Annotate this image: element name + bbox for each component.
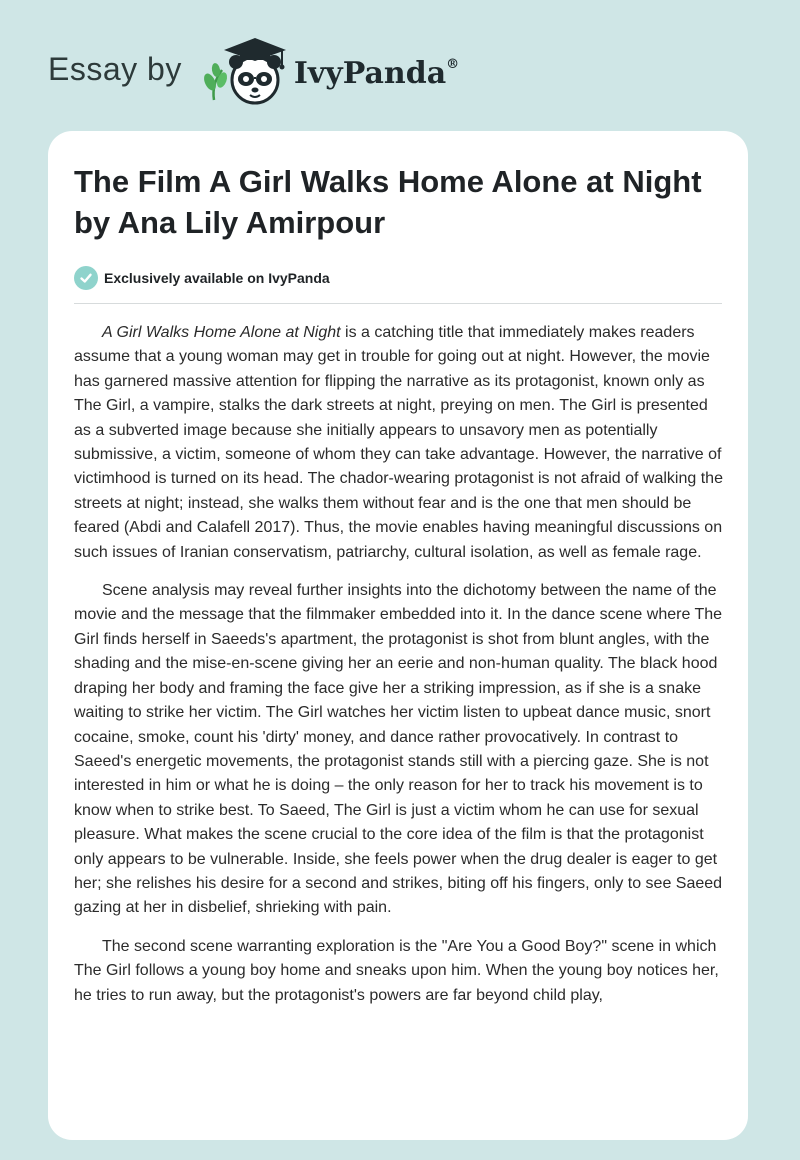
film-title-italic: A Girl Walks Home Alone at Night bbox=[102, 324, 341, 341]
paragraph: A Girl Walks Home Alone at Night is a catching title that immediately makes readers assume that a young woman may get in trouble for going out at night. However, the movie has garnered massive attention for flipping the narrative as its protagonist, known only as The Girl, a vampire, stalks the dark streets at night, preying on men. The Girl is presented as a subverted image because she initially appears to unsavory men as potentially submissive, a victim, someone of whom they can take advantage. However, the narrative of victimhood is turned on its head. The chador-wearing protagonist is not afraid of walking the streets at night; instead, she walks them without fear and is the one that men should be feared (Abdi and Calafell 2017). Thus, the movie enables having meaningful discussions on such issues of Iranian conservatism, patriarchy, cultural isolation, as well as female rage. bbox=[74, 324, 723, 561]
paragraph: Scene analysis may reveal further insights into the dichotomy between the name of the movie and the message that the filmmaker embedded into it. In the dance scene where The Girl finds herself in Saeeds's apartment, the protagonist is shot from blunt angles, with the shading and the mise-en-scene giving her an eerie and non-human quality. The black hood draping her body and framing the face give her a striking impression, as if she is a snake waiting to strike her victim. The Girl watches her victim listen to upbeat dance music, snort cocaine, smoke, count his 'dirty' money, and dance rather provocatively. In contrast to Saeed's energetic movements, the protagonist stands still with a piercing gaze. She is not interested in him or what he is doing – the only reason for her to track his movement is to know when to strike best. To Saeed, The Girl is just a victim whom he can use for sexual pleasure. What makes the scene crucial to the core idea of the film is that the protagonist only appears to be vulnerable. Inside, she feels power when the drug dealer is eager to get her; she relishes his desire for a second and strikes, biting off his fingers, only to see Saeed gazing at her in disbelief, shrieking with pain. bbox=[74, 582, 723, 917]
site-header bbox=[48, 34, 748, 108]
essay-body bbox=[74, 321, 726, 1022]
divider bbox=[74, 303, 722, 304]
check-circle-icon bbox=[74, 266, 98, 290]
essay-by-label: Essay by bbox=[48, 50, 182, 87]
brand-name[interactable]: IvyPanda® bbox=[293, 55, 460, 91]
registered-mark: ® bbox=[446, 56, 460, 72]
panda-graduate-icon[interactable] bbox=[200, 34, 290, 108]
page-title: The Film A Girl Walks Home Alone at Night by Ana Lily Amirpour bbox=[74, 164, 702, 240]
badge-label: Exclusively available on IvyPanda bbox=[104, 270, 330, 286]
exclusive-badge bbox=[74, 266, 330, 290]
paragraph: The second scene warranting exploration is the "Are You a Good Boy?" scene in which The Girl follows a young boy home and sneaks upon him. When the young boy notices her, he tries to run away, but the protagonist's powers are far beyond child play, bbox=[74, 937, 719, 1004]
essay-card bbox=[48, 131, 748, 1140]
